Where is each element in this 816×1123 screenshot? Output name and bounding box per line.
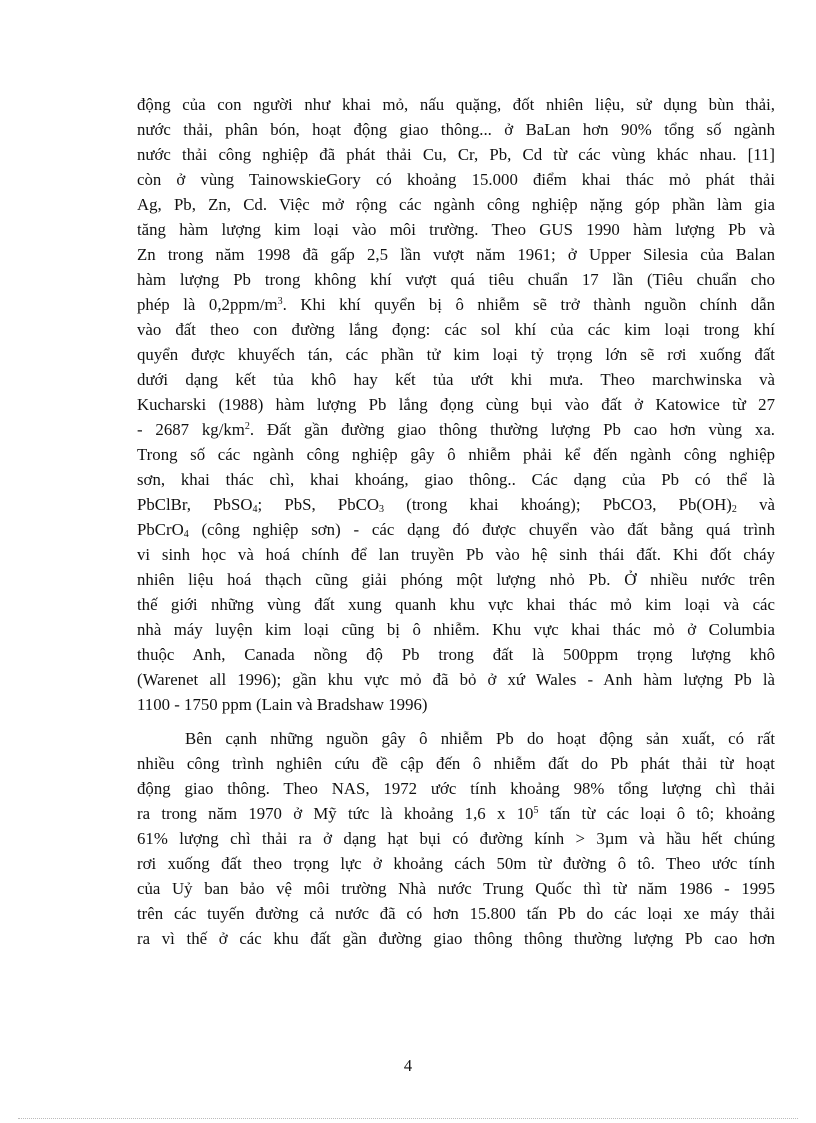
footer-divider [18, 1118, 798, 1119]
text-line [137, 492, 775, 517]
text-line: Zn trong năm 1998 đã gấp 2,5 lần vượt năm 1961; ở Upper Silesia của Balan [137, 245, 775, 264]
text-line: 61% lượng chì thải ra ở dạng hạt bụi có đường kính > 3µm và hầu hết chúng [137, 829, 775, 848]
text-run: PbClBr, PbSO [137, 495, 253, 514]
text-line: Trong số các ngành công nghiệp gây ô nhiễm phải kể đến ngành công nghiệp [137, 445, 775, 464]
text-line: (Warenet all 1996); gần khu vực mỏ đã bỏ ở xứ Wales - Anh hàm lượng Pb là [137, 670, 775, 689]
text-line: thuộc Anh, Canada nồng độ Pb trong đất là 500ppm trọng lượng khô [137, 645, 775, 664]
text-run: tấn từ các loại ô tô; khoảng [538, 804, 775, 823]
text-line: dưới dạng kết tủa khô hay kết tủa ướt khi mưa. Theo marchwinska và [137, 370, 775, 389]
text-line: rơi xuống đất theo trọng lực ở khoảng cách 50m từ đường ô tô. Theo ước tính [137, 854, 775, 873]
text-line [137, 417, 775, 442]
subscript: 4 [183, 529, 189, 540]
text-run: - 2687 kg/km [137, 420, 245, 439]
superscript: 3 [277, 296, 283, 307]
text-run: (công nghiệp sơn) - các dạng đó được chuyển vào đất bằng quá trình [188, 520, 775, 539]
text-line: động giao thông. Theo NAS, 1972 ước tính khoảng 98% tổng lượng chì thải [137, 779, 775, 798]
text-run: phép là 0,2ppm/m [137, 295, 278, 314]
text-line [137, 801, 775, 826]
text-line: thế giới những vùng đất xung quanh khu vực khai thác mỏ kim loại và các [137, 595, 775, 614]
text-line: nhà máy luyện kim loại cũng bị ô nhiễm. Khu vực khai thác mỏ ở Columbia [137, 620, 775, 639]
subscript: 4 [252, 504, 258, 515]
text-line: Bên cạnh những nguồn gây ô nhiễm Pb do hoạt động sản xuất, có rất [185, 729, 775, 748]
text-line: Kucharski (1988) hàm lượng Pb lắng đọng cùng bụi vào đất ở Katowice từ 27 [137, 395, 775, 414]
text-run: (trong khai khoáng); PbCO3, Pb(OH) [384, 495, 732, 514]
paragraph-lead-sources [137, 92, 775, 717]
text-line: nhiều công trình nghiên cứu đề cập đến ô nhiễm đất do Pb phát thải từ hoạt [137, 754, 775, 773]
subscript: 2 [731, 504, 737, 515]
text-line: quyển được khuyếch tán, các phần tử kim loại tỷ trọng lớn sẽ rơi xuống đất [137, 345, 775, 364]
text-line: nhiên liệu hoá thạch cũng giải phóng một lượng nhỏ Pb. Ở nhiều nước trên [137, 570, 775, 589]
text-line: Ag, Pb, Zn, Cd. Việc mở rộng các ngành công nghiệp nặng góp phần làm gia [137, 195, 775, 214]
text-run: . Khi khí quyển bị ô nhiễm sẽ trở thành nguồn chính dẫn [282, 295, 775, 314]
text-line [137, 292, 775, 317]
text-line: vi sinh học và hoá chính để lan truyền Pb vào hệ sinh thái đất. Khi đốt cháy [137, 545, 775, 564]
text-line: tăng hàm lượng kim loại vào môi trường. Theo GUS 1990 hàm lượng Pb và [137, 220, 775, 239]
text-line [137, 517, 775, 542]
text-run: PbCrO [137, 520, 184, 539]
text-run: . Đất gần đường giao thông thường lượng Pb cao hơn vùng xa. [249, 420, 775, 439]
text-line: còn ở vùng TainowskieGory có khoảng 15.000 điểm khai thác mỏ phát thải [137, 170, 775, 189]
text-line: sơn, khai thác chì, khai khoáng, giao thông.. Các dạng của Pb có thể là [137, 470, 775, 489]
superscript: 5 [533, 805, 539, 816]
text-line: nước thải, phân bón, hoạt động giao thông... ở BaLan hơn 90% tổng số ngành [137, 120, 775, 139]
text-line: ra vì thế ở các khu đất gần đường giao thông thông thường lượng Pb cao hơn [137, 929, 775, 948]
subscript: 3 [379, 504, 385, 515]
text-run: ; PbS, PbCO [257, 495, 380, 514]
text-line: hàm lượng Pb trong không khí vượt quá tiêu chuẩn 17 lần (Tiêu chuẩn cho [137, 270, 775, 289]
text-line: trên các tuyến đường cả nước đã có hơn 15.800 tấn Pb do các loại xe máy thải [137, 904, 775, 923]
superscript: 2 [244, 421, 250, 432]
page-number: 4 [403, 1056, 413, 1075]
text-line: vào đất theo con đường lắng đọng: các sol khí của các kim loại trong khí [137, 320, 775, 339]
text-run: và [736, 495, 775, 514]
text-line: 1100 - 1750 ppm (Lain và Bradshaw 1996) [137, 695, 428, 714]
paragraph-traffic-pollution [137, 726, 775, 951]
text-line: của Uỷ ban bảo vệ môi trường Nhà nước Trung Quốc thì từ năm 1986 - 1995 [137, 879, 775, 898]
body-text [137, 92, 775, 951]
text-run: ra trong năm 1970 ở Mỹ tức là khoảng 1,6 x 10 [137, 804, 534, 823]
text-line: nước thải công nghiệp đã phát thải Cu, Cr, Pb, Cd từ các vùng khác nhau. [11] [137, 145, 775, 164]
text-line: động của con người như khai mỏ, nấu quặng, đốt nhiên liệu, sử dụng bùn thải, [137, 95, 775, 114]
